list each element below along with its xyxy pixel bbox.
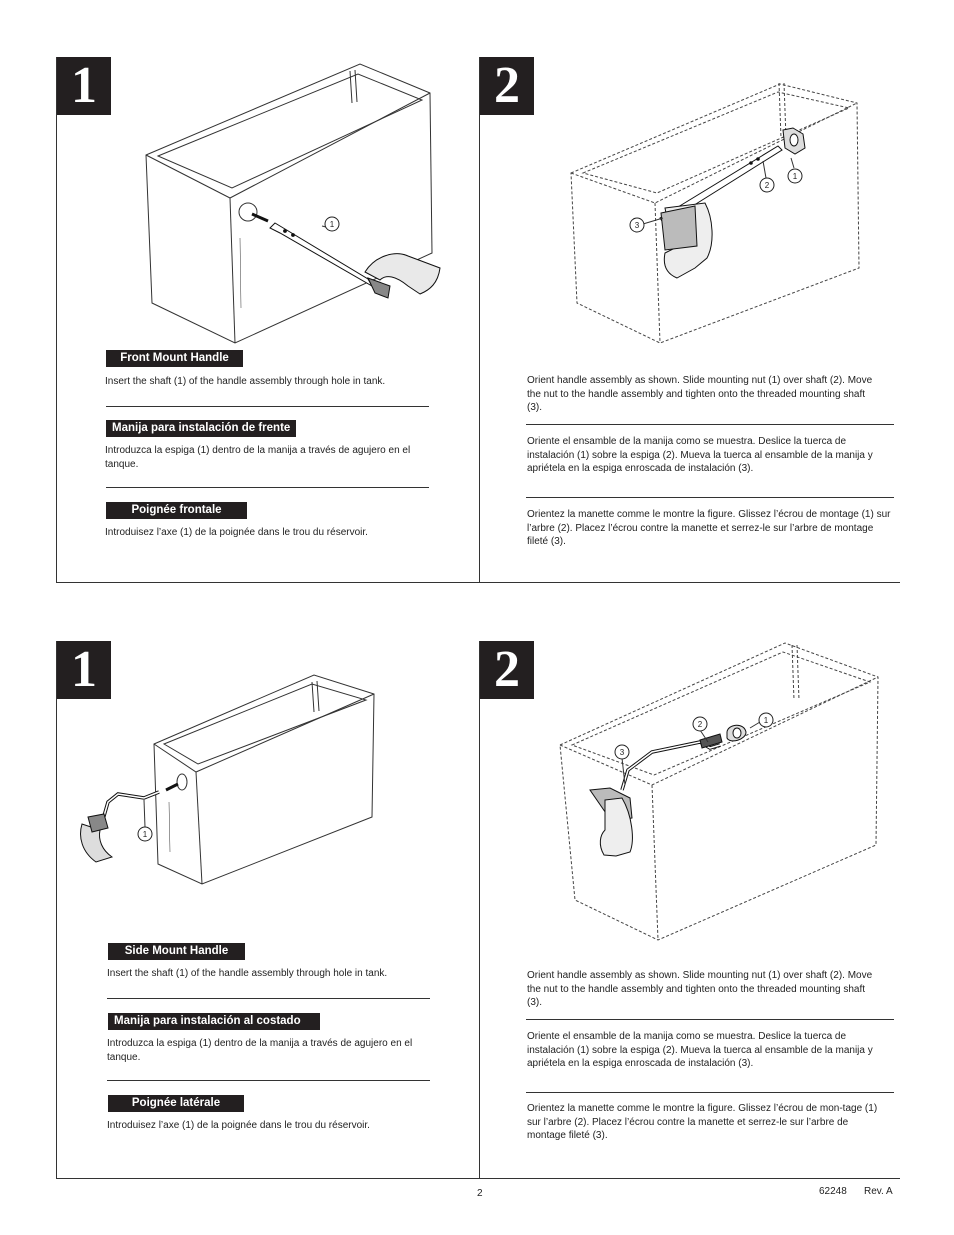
- instruction-text: Introduzca la espiga (1) dentro de la manija a través de agujero en el tanque.: [105, 445, 411, 470]
- top-column-divider: [479, 57, 480, 582]
- callout-2: [760, 161, 774, 192]
- callout-1: [322, 217, 339, 231]
- section-heading: Front Mount Handle: [106, 350, 243, 367]
- instruction-text: Introduisez l’axe (1) de la poignée dans le trou du réservoir.: [105, 527, 368, 538]
- callout-1: [138, 800, 152, 841]
- svg-text:3: 3: [634, 221, 640, 230]
- step-number: 2: [480, 57, 534, 115]
- page-number: 2: [477, 1188, 483, 1199]
- section-heading: Manija para instalación de frente: [106, 420, 296, 437]
- front-mount-assembly-illustration: [565, 78, 865, 353]
- instruction-text: Insert the shaft (1) of the handle assembly through hole in tank.: [105, 376, 386, 387]
- instruction-text: Orientez la manette comme le montre la figure. Glissez l’écrou de mon-tage (1) sur l’arbre (2). Placez l’écrou contre la manette et serrez-le sur l’arbre de montage fileté (3).: [527, 1103, 878, 1141]
- instruction-text: Orientez la manette comme le montre la figure. Glissez l’écrou de montage (1) sur l’arbre (2). Placez l’écrou contre la manette et serrez-le sur l’arbre de montage fileté (3).: [527, 509, 891, 547]
- bottom-column-divider: [479, 641, 480, 1178]
- side-mount-tank-illustration: [74, 672, 384, 892]
- callout-3: [630, 218, 663, 232]
- section-heading: Poignée latérale: [108, 1095, 244, 1112]
- document-number: 62248: [819, 1186, 847, 1197]
- front-mount-tank-illustration: [140, 58, 450, 348]
- divider: [526, 424, 894, 425]
- instruction-text: Orient handle assembly as shown. Slide mounting nut (1) over shaft (2). Move the nut to the handle assembly and tighten onto the threaded mounting shaft (3).: [527, 970, 873, 1008]
- instruction-text: Orient handle assembly as shown. Slide mounting nut (1) over shaft (2). Move the nut to the handle assembly and tighten onto the threaded mounting shaft (3).: [527, 375, 873, 413]
- section-heading: Poignée frontale: [106, 502, 247, 519]
- divider: [526, 497, 894, 498]
- divider: [106, 406, 429, 407]
- divider: [107, 998, 430, 999]
- svg-text:1: 1: [792, 172, 798, 181]
- revision-label: Rev. A: [864, 1186, 893, 1197]
- divider: [526, 1092, 894, 1093]
- instruction-text: Oriente el ensamble de la manija como se muestra. Deslice la tuerca de instalación (1) sobre la espiga (2). Mueva la tuerca al ensamble de la manija y apriétela en la espiga enroscada de instalación (3).: [527, 436, 873, 474]
- svg-text:1: 1: [763, 716, 769, 725]
- section-heading: Side Mount Handle: [108, 943, 245, 960]
- svg-text:3: 3: [619, 748, 625, 757]
- divider: [107, 1080, 430, 1081]
- side-mount-assembly-illustration: [560, 640, 885, 945]
- callout-2: [693, 717, 708, 742]
- callout-1: [788, 158, 802, 183]
- instruction-text: Introduisez l’axe (1) de la poignée dans le trou du réservoir.: [107, 1120, 370, 1131]
- svg-text:2: 2: [697, 720, 703, 729]
- step-number: 1: [57, 57, 111, 115]
- svg-text:1: 1: [142, 830, 148, 839]
- step-number: 2: [480, 641, 534, 699]
- divider: [106, 487, 429, 488]
- divider: [526, 1019, 894, 1020]
- svg-text:1: 1: [329, 220, 335, 229]
- instruction-text: Oriente el ensamble de la manija como se muestra. Deslice la tuerca de instalación (1) sobre la espiga (2). Mueva la tuerca al ensamble de la manija y apriétela en la espiga enroscada de instalación (3).: [527, 1031, 873, 1069]
- instruction-text: Insert the shaft (1) of the handle assembly through hole in tank.: [107, 968, 388, 979]
- instruction-text: Introduzca la espiga (1) dentro de la manija a través de agujero en el tanque.: [107, 1038, 413, 1063]
- step-number: 1: [57, 641, 111, 699]
- callout-1: [750, 713, 773, 728]
- svg-text:2: 2: [764, 181, 770, 190]
- section-heading: Manija para instalación al costado: [108, 1013, 320, 1030]
